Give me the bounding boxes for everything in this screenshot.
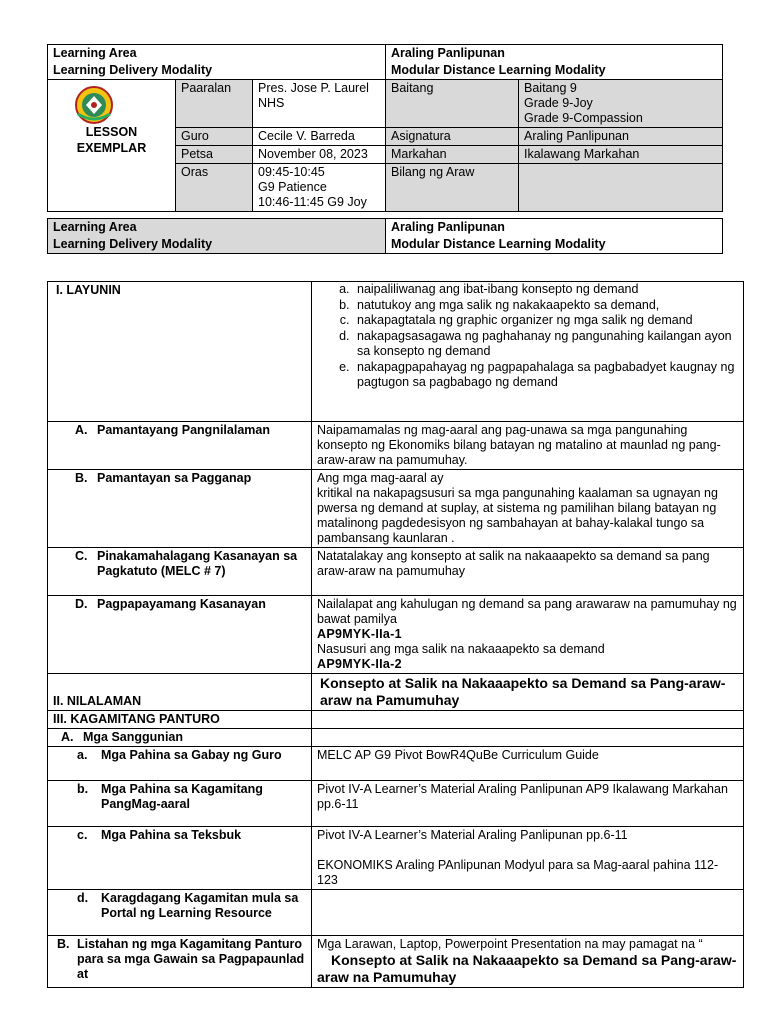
row-label-text: Karagdagang Kagamitan mula sa Portal ng Learning Resource [101,891,299,920]
baitang-label: Baitang [386,80,519,128]
lesson-exemplar-title: LESSON EXEMPLAR [76,125,147,155]
sanggunian-value [312,729,744,747]
bilang-value [519,164,723,212]
layunin-item: c. nakapagtatala ng graphic organizer ng mga salik ng demand [353,313,738,329]
layunin-item: a. naipaliliwanag ang ibat-ibang konsepto ng demand [353,282,738,298]
kagamitang-pangmag-aaral-label [48,781,312,827]
learning-area-value: Araling Panlipunan [386,219,723,237]
pamantayan-sa-pagganap-label [48,470,312,548]
row-marker: B. [57,937,70,951]
row-label-text: Mga Pahina sa Kagamitang PangMag-aaral [101,782,263,811]
baitang-value [519,80,723,128]
asignatura-label: Asignatura [386,128,519,146]
layunin-item: b. natutukoy ang mga salik ng nakakaapekto sa demand, [353,298,738,314]
melc-code: AP9MYK-IIa-1 [317,627,402,641]
melc-value: Natatalakay ang konsepto at salik na nakaaapekto sa demand sa pang araw-araw na pamumuhay [312,548,744,596]
oras-line: G9 Patience [258,180,327,194]
pagpapayamang-kasanayan-value [312,596,744,674]
lesson-header-table [47,44,723,212]
gabay-label [48,747,312,781]
markahan-value: Ikalawang Markahan [519,146,723,164]
row-label-text: Pinakamahalagang Kasanayan sa Pagkatuto (MELC # 7) [97,549,298,578]
row-marker: b. [77,782,89,796]
nilalaman-label: II. NILALAMAN [48,674,312,711]
listahan-value [312,936,744,988]
paaralan-label: Paaralan [176,80,253,128]
listahan-label [48,936,312,988]
row-marker: d. [77,891,89,905]
kasanayan-line: Nailalapat ang kahulugan ng demand sa pang arawaraw na pamumuhay ng bawat pamilya [317,597,737,626]
row-marker: c. [77,828,88,842]
lesson-plan-table [47,281,744,988]
asignatura-value: Araling Panlipunan [519,128,723,146]
modality-value: Modular Distance Learning Modality [386,236,723,254]
pagpapayamang-kasanayan-label [48,596,312,674]
school-seal-icon [74,84,114,126]
nilalaman-value: Konsepto at Salik na Nakaaapekto sa Demand sa Pang-araw-araw na Pamumuhay [312,674,744,711]
kagamitan-label: III. KAGAMITANG PANTURO [48,711,312,729]
oras-label: Oras [176,164,253,212]
learning-area-label: Learning Area [48,219,386,237]
sanggunian-label [48,729,312,747]
petsa-value: November 08, 2023 [253,146,386,164]
bilang-label: Bilang ng Araw [386,164,519,212]
kagamitan-value [312,711,744,729]
pagganap-line: kritikal na nakapagsusuri sa mga pangunahing kaalaman sa ugnayan ng pwersa ng demand at suplay, at sistema ng pamilihan bilang batayan ng matalinong pagdedesisyon ng sambahayan at bahay-kalakal tungo sa pambansang kaunlaran . [317,486,718,545]
markahan-label: Markahan [386,146,519,164]
row-marker: B. [75,471,88,485]
kasanayan-line: Nasusuri ang mga salik na nakaaapekto sa demand [317,642,605,656]
gabay-value: MELC AP G9 Pivot BowR4QuBe Curriculum Guide [312,747,744,781]
learning-area-value: Araling Panlipunan [386,45,723,63]
row-label-text: Mga Pahina sa Gabay ng Guro [101,748,282,762]
row-marker: D. [75,597,88,611]
row-label-text: Pagpapayamang Kasanayan [97,597,266,611]
layunin-value [312,282,744,422]
listahan-title: Konsepto at Salik na Nakaaapekto sa Demand sa Pang-araw-araw na Pamumuhay [317,952,737,985]
row-marker: a. [77,748,88,762]
karagdagang-kagamitan-label [48,890,312,936]
pamantayang-pangnilalaman-label [48,422,312,470]
oras-line: 09:45-10:45 [258,165,325,179]
row-marker: A. [75,423,88,437]
teksbuk-value [312,827,744,890]
kagamitang-pangmag-aaral-value: Pivot IV-A Learner’s Material Araling Panlipunan AP9 Ikalawang Markahan pp.6-11 [312,781,744,827]
row-marker: A. [61,730,74,744]
pamantayang-pangnilalaman-value: Naipamamalas ng mag-aaral ang pag-unawa sa mga pangunahing konsepto ng Ekonomiks bilang batayan ng matalino at maunlad ng pang-araw-araw na pamumuhay. [312,422,744,470]
paaralan-value: Pres. Jose P. Laurel NHS [253,80,386,128]
oras-value [253,164,386,212]
teksbuk-line: Pivot IV-A Learner’s Material Araling Panlipunan pp.6-11 [317,828,628,842]
modality-label: Learning Delivery Modality [48,62,386,80]
teksbuk-label [48,827,312,890]
modality-label: Learning Delivery Modality [48,236,386,254]
layunin-item: d. nakapagsasagawa ng paghahanay ng pangunahing kailangan ayon sa konsepto ng demand [353,329,738,360]
pamantayan-sa-pagganap-value [312,470,744,548]
row-label-text: Pamantayan sa Pagganap [97,471,252,485]
layunin-list [317,282,738,391]
layunin-label: I. LAYUNIN [48,282,312,422]
guro-label: Guro [176,128,253,146]
baitang-line: Grade 9-Compassion [524,111,643,125]
modality-value: Modular Distance Learning Modality [386,62,723,80]
petsa-label: Petsa [176,146,253,164]
melc-code: AP9MYK-IIa-2 [317,657,402,671]
learning-area-label: Learning Area [48,45,386,63]
listahan-line: Mga Larawan, Laptop, Powerpoint Presentation na may pamagat na “ [317,937,703,951]
karagdagang-kagamitan-value [312,890,744,936]
row-marker: C. [75,549,88,563]
row-label-text: Pamantayang Pangnilalaman [97,423,270,437]
learning-area-table [47,218,723,254]
guro-value: Cecile V. Barreda [253,128,386,146]
layunin-item: e. nakapagpapahayag ng pagpapahalaga sa pagbabadyet kaugnay ng pagtugon sa pagbabago ng demand [353,360,738,391]
baitang-line: Grade 9-Joy [524,96,593,110]
row-label-text: Mga Sanggunian [83,730,183,744]
lesson-exemplar-cell [48,80,176,212]
row-label-text: Listahan ng mga Kagamitang Panturo para sa mga Gawain sa Pagpapaunlad at [77,937,305,981]
baitang-line: Baitang 9 [524,81,577,95]
pagganap-line: Ang mga mag-aaral ay [317,471,444,485]
oras-line: 10:46-11:45 G9 Joy [258,195,367,209]
melc-label [48,548,312,596]
teksbuk-line: EKONOMIKS Araling PAnlipunan Modyul para sa Mag-aaral pahina 112-123 [317,858,719,887]
row-label-text: Mga Pahina sa Teksbuk [101,828,242,842]
